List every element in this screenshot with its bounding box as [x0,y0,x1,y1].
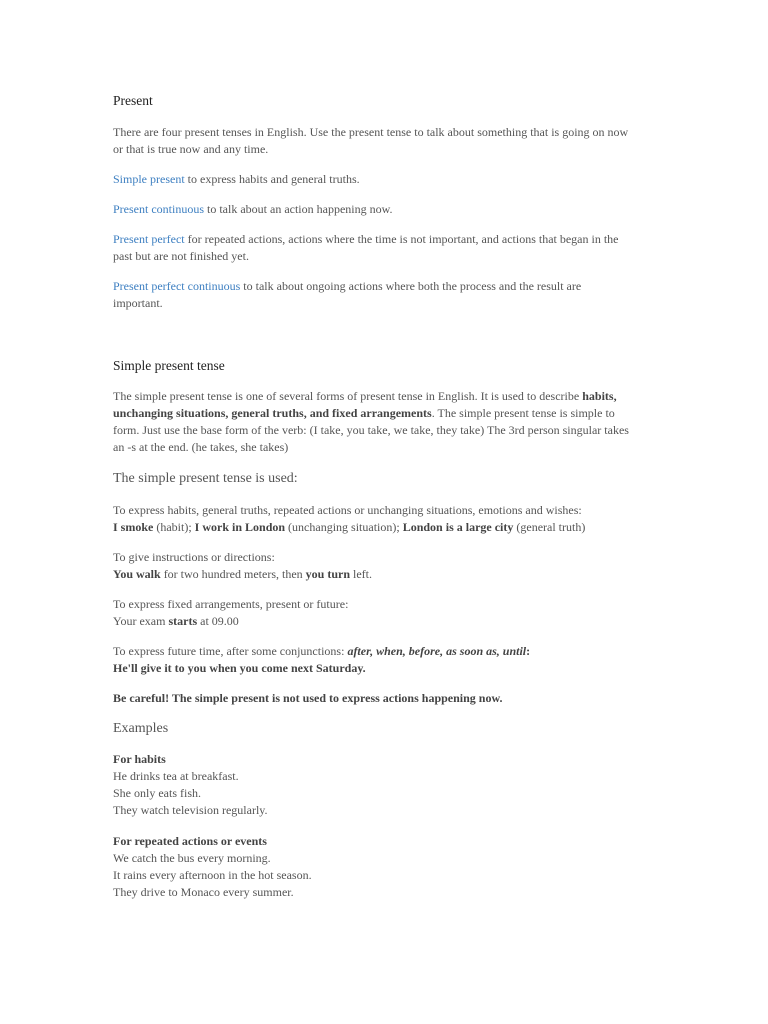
simple-present-desc: to express habits and general truths. [184,172,360,186]
usage-future [113,643,658,677]
examples-repeated-title: For repeated actions or events [113,834,267,848]
examples-repeated [113,833,658,901]
usage-arrangements-line: To express fixed arrangements, present or future: [113,597,349,611]
heading-examples: Examples [113,721,169,736]
usage-instructions [113,549,658,583]
present-perfect-item [113,231,658,265]
example-i-smoke: I smoke [113,520,154,534]
present-continuous-desc: to talk about an action happening now. [204,202,393,216]
heading-usage: The simple present tense is used: [113,471,298,486]
desc-bold-situations: unchanging situations, general truths, and fixed arrangements [113,406,432,420]
heading-simple-present-tense: Simple present tense [113,358,225,373]
simple-present-item [113,171,658,188]
present-perfect-desc-1: for repeated actions, actions where the time is not important, and actions that began in the [184,232,619,246]
desc-line-1: The simple present tense is one of several forms of present tense in English. It is used to describe [113,389,583,403]
example-starts: starts [168,614,198,628]
examples-habits-title: For habits [113,752,166,766]
present-perfect-link[interactable]: Present perfect [113,232,185,246]
example-london-large-city: London is a large city [402,520,514,534]
usage-arrangements [113,596,658,630]
example-you-turn: you turn [305,567,350,581]
simple-present-link[interactable]: Simple present [113,172,185,186]
usage-instructions-text-1: for two hundred meters, then [160,567,306,581]
desc-bold-habits: habits, [582,389,617,403]
usage-habits-note-1: (habit); [153,520,195,534]
desc-line-2: . The simple present tense is simple to [431,406,615,420]
usage-habits-line: To express habits, general truths, repeated actions or unchanging situations, emotions and wishes: [113,503,582,517]
example-i-work-in-london: I work in London [194,520,286,534]
present-continuous-item [113,201,658,218]
list-item: It rains every afternoon in the hot season. [113,868,312,882]
usage-future-text: To express future time, after some conjunctions: [113,644,348,658]
present-perfect-desc-2: past but are not finished yet. [113,249,249,263]
present-intro-line-1: There are four present tenses in English. Use the present tense to talk about something that is going on now [113,125,629,139]
list-item: We catch the bus every morning. [113,851,271,865]
present-continuous-link[interactable]: Present continuous [113,202,204,216]
list-item: They drive to Monaco every summer. [113,885,294,899]
example-you-walk: You walk [113,567,161,581]
present-perfect-continuous-item [113,278,658,312]
desc-line-4: an -s at the end. (he takes, she takes) [113,440,289,454]
usage-habits-note-3: (general truth) [513,520,586,534]
careful-note-text: Be careful! The simple present is not used to express actions happening now. [113,691,503,705]
present-intro-line-2: or that is true now and any time. [113,142,269,156]
conjunctions-list: after, when, before, as soon as, until [347,644,527,658]
desc-line-3: form. Just use the base form of the verb: (I take, you take, we take, they take) The 3rd person singular takes [113,423,629,437]
list-item: She only eats fish. [113,786,201,800]
usage-habits-note-2: (unchanging situation); [285,520,403,534]
usage-instructions-line: To give instructions or directions: [113,550,275,564]
list-item: They watch television regularly. [113,803,268,817]
usage-instructions-text-2: left. [350,567,372,581]
usage-arrangements-text-1: Your exam [113,614,169,628]
usage-habits [113,502,658,536]
usage-arrangements-text-2: at 09.00 [197,614,239,628]
present-perfect-continuous-desc-1: to talk about ongoing actions where both the process and the result are [240,279,582,293]
list-item: He drinks tea at breakfast. [113,769,239,783]
present-perfect-continuous-link[interactable]: Present perfect continuous [113,279,241,293]
example-hell-give-it: He'll give it to you when you come next Saturday. [113,661,366,675]
present-perfect-continuous-desc-2: important. [113,296,163,310]
usage-future-colon: : [526,644,531,658]
heading-present: Present [113,93,153,108]
present-intro [113,124,658,158]
careful-note [113,690,658,707]
simple-present-description [113,388,658,456]
examples-habits [113,751,658,819]
